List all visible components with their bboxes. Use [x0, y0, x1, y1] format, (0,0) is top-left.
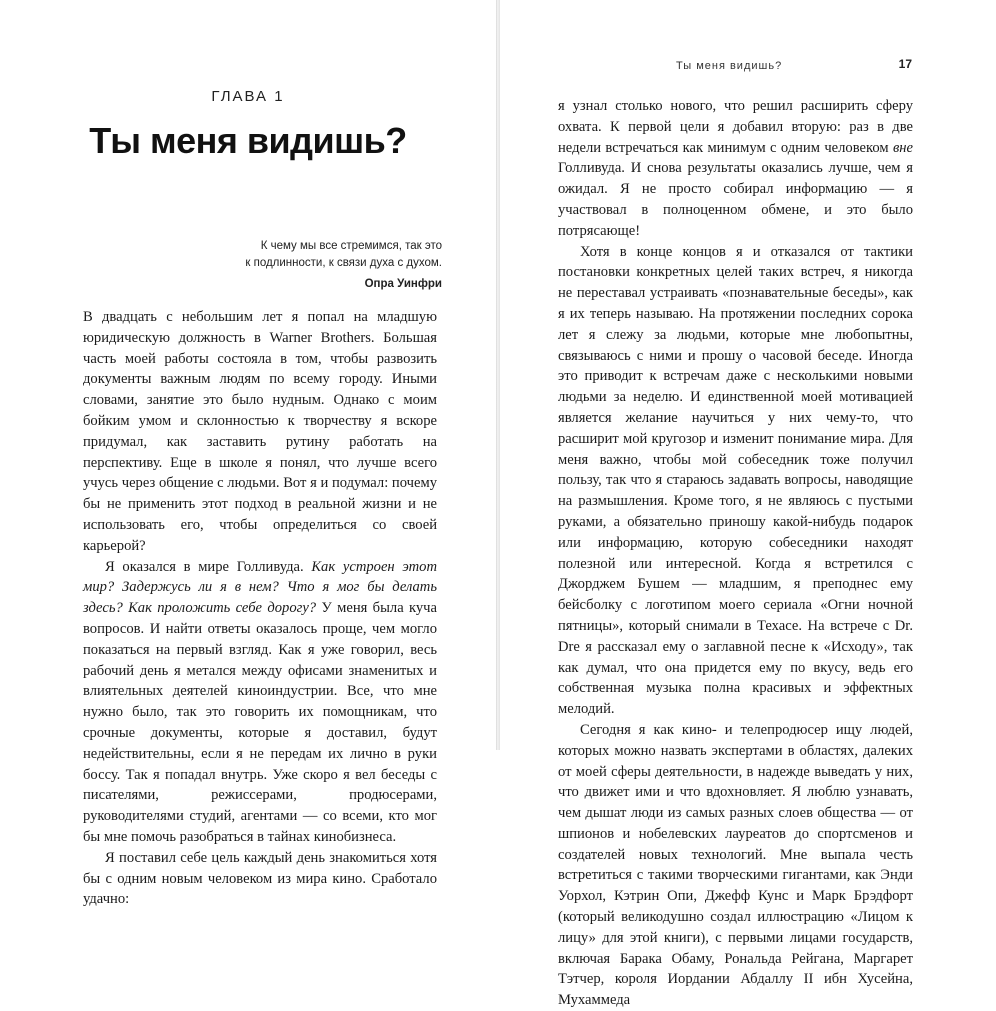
chapter-label: ГЛАВА 1 [211, 88, 285, 105]
paragraph-italic-text: Как устроен этот мир? Задержусь ли я в нем? Что я мог бы делать здесь? Как проложить себе дорогу? [83, 558, 437, 617]
left-page [0, 0, 496, 908]
epigraph [182, 238, 442, 293]
paragraph [558, 96, 913, 242]
chapter-title: Ты меня видишь? [89, 120, 407, 161]
running-head: Ты меня видишь? [676, 60, 783, 72]
paragraph [83, 557, 437, 848]
paragraph-text: У меня была куча вопросов. И найти ответы оказалось проще, чем могло показаться на первый взгляд. Как я уже говорил, весь рабочий день я метался между офисами знаменитых и влиятельных деятелей киноиндустрии. Все, что мне нужно было, так это говорить их помощникам, что срочные документы, которые я доставил, будут недействительны, если я не передам их лично в руки боссу. Так я попадал внутрь. Уже скоро я вел беседы с писателями, режиссерами, продюсерами, руководителями студий, агентами — со всеми, кто мог бы мне помочь разобраться в тайнах кинобизнеса. [83, 600, 438, 845]
paragraph: Сегодня я как кино- и телепродюсер ищу людей, которых можно назвать экспертами в областях, далеких от моей сферы деятельности, в надежде выведать у них, что движет ими и что вдохновляет. Я люблю узнавать, чем дышат люди из самых разных слоев общества — от шпионов и нобелевских лауреатов до спортсменов и создателей новых технологий. Мне выпала честь встретиться с такими творческими гигантами, как Энди Уорхол, Кэтрин Опи, Джефф Кунс и Марк Брэдфорт (который великодушно создал иллюстрацию «Лицом к лицу» для этой книги), с первыми лицами государств, включая Барака Обаму, Рональда Рейгана, Маргарет Тэтчер, короля Иордании Абдаллу II ибн Хусейна, Мухаммеда [558, 721, 913, 1009]
paragraph-text: Я оказался в мире Голливуда. [105, 558, 312, 575]
right-body-text [558, 96, 913, 1011]
paragraph: Я поставил себе цель каждый день знакомиться хотя бы с одним новым человеком из мира кино. Сработало удачно: [83, 849, 437, 908]
paragraph: В двадцать с небольшим лет я попал на младшую юридическую должность в Warner Brothers. Большая часть моей работы состояла в том, чтобы развозить документы важным людям по всему городу. Иными словами, занятие это было нудным. Однако с моим бойким умом и склонностью к творчеству я вскоре придумал, как заставить рутину работать на перспективу. Еще в школе я понял, что лучше всего учусь через общение с людьми. Вот я и подумал: почему бы не применить этот подход в реальной жизни и не использовать его, чтобы определиться со своей карьерой? [83, 309, 437, 554]
left-body-text [83, 307, 437, 910]
right-page [500, 0, 996, 1009]
page-number: 17 [898, 57, 912, 71]
paragraph: Хотя в конце концов я и отказался от тактики постановки конкретных целей таких встреч, я никогда не переставал устраивать «познавательные беседы», как я их теперь называю. На протяжении последних сорока лет я слежу за людьми, которые мне любопытны, связываюсь с ними и прошу о часовой беседе. Иногда это приводит к встречам даже с несколькими новыми людьми за неделю. И единственной моей мотивацией является желание научиться у них чему-то, что расширит мой кругозор и изменит понимание мира. Для меня важно, чтобы мой собеседник тоже получил пользу, так что я стараюсь задавать вопросы, наводящие на размышления. Кроме того, я не являюсь с пустыми руками, а обязательно приношу какой-нибудь подарок или информацию, которую собеседники находят полезной или интересной. Когда я встретился с Джорджем Бушем — младшим, я преподнес ему бейсболку с логотипом моего сериала «Огни ночной пятницы», который снимали в Техасе. На встрече с Dr. Dre я рассказал ему о заглавной песне к «Исходу», так как думал, что она придется ему по вкусу, ведь его собственная музыка полна красивых и эффектных мелодий. [558, 243, 913, 718]
paragraph-text: Голливуда. И снова результаты оказались лучше, чем я ожидал. Я не просто собирал информацию — я участвовал в полноценном обмене, и это было потрясающе! [558, 160, 913, 239]
epigraph-author: Опра Уинфри [364, 278, 442, 290]
epigraph-line-2: к подлинности, к связи духа с духом. [245, 257, 442, 269]
paragraph-italic-text: вне [892, 139, 913, 156]
paragraph-text: я узнал столько нового, что решил расширить сферу охвата. К первой цели я добавил вторую: раз в две недели встречаться как минимум с одним человеком [558, 98, 913, 156]
epigraph-line-1: К чему мы все стремимся, так это [260, 240, 442, 252]
